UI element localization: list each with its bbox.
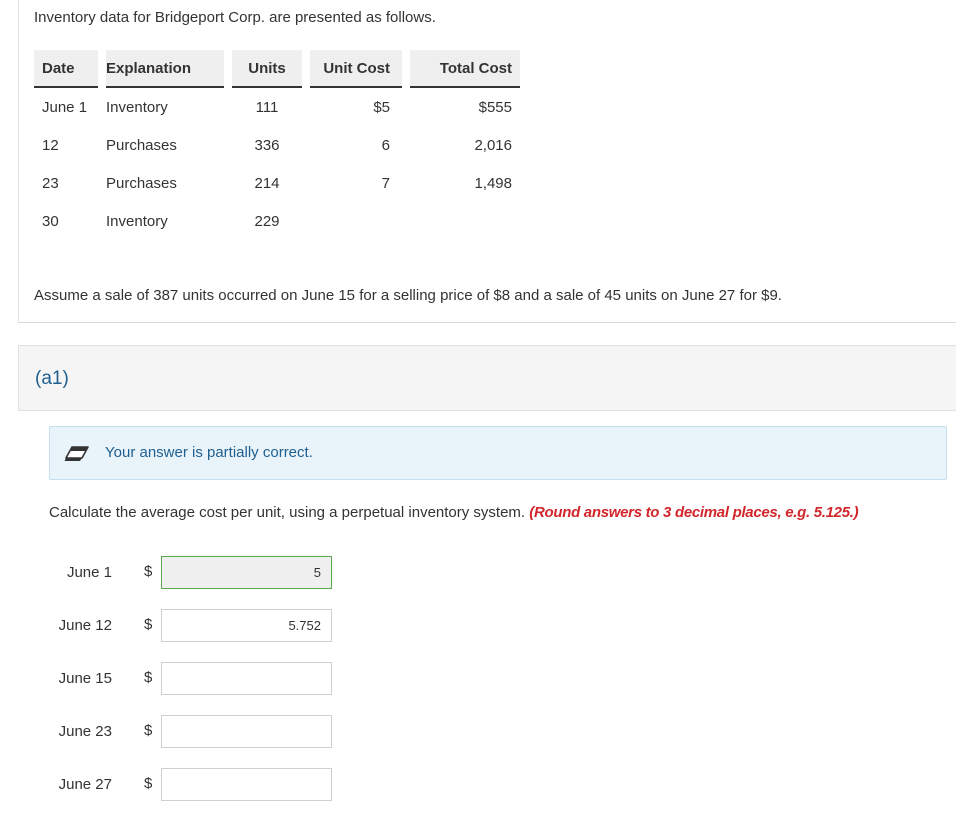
left-border (18, 0, 19, 322)
feedback-text: Your answer is partially correct. (105, 444, 313, 461)
cell-date: 12 (42, 136, 59, 154)
rounding-hint: (Round answers to 3 decimal places, e.g. 5.125.) (529, 504, 859, 521)
cell-explanation: Inventory (106, 212, 168, 230)
cell-units: 111 (255, 98, 279, 116)
answer-input-june-15[interactable] (161, 662, 332, 695)
currency-symbol: $ (144, 616, 153, 633)
cell-unit-cost: 7 (381, 174, 390, 192)
cell-unit-cost: 6 (381, 136, 390, 154)
cell-date: June 1 (42, 98, 88, 116)
cell-unit-cost: $5 (373, 98, 390, 116)
inventory-table (34, 50, 520, 240)
currency-symbol: $ (144, 563, 153, 580)
currency-symbol: $ (144, 722, 153, 739)
cell-units: 336 (254, 136, 280, 154)
table-row (34, 126, 520, 164)
intro-text: Inventory data for Bridgeport Corp. are presented as follows. (34, 9, 436, 26)
cell-explanation: Purchases (106, 136, 177, 154)
answer-label-june-23: June 23 (58, 723, 112, 740)
cell-total-cost: $555 (478, 98, 512, 116)
part-label: (a1) (35, 368, 69, 389)
table-header-row (34, 50, 520, 88)
currency-symbol: $ (144, 669, 153, 686)
assumption-text: Assume a sale of 387 units occurred on June 15 for a selling price of $8 and a sale of 45 units on June 27 for $9. (34, 287, 782, 304)
answer-label-june-27: June 27 (58, 776, 112, 793)
section-divider (18, 322, 956, 323)
header-date: Date (34, 50, 98, 88)
answer-input-june-23[interactable] (161, 715, 332, 748)
header-total-cost: Total Cost (410, 50, 520, 88)
answer-input-june-12[interactable] (161, 609, 332, 642)
header-explanation: Explanation (106, 50, 224, 88)
cell-explanation: Inventory (106, 98, 168, 116)
cell-total-cost: 2,016 (474, 136, 512, 154)
cell-explanation: Purchases (106, 174, 177, 192)
header-unit-cost: Unit Cost (310, 50, 402, 88)
table-row (34, 164, 520, 202)
question-text (49, 504, 858, 521)
answer-label-june-15: June 15 (58, 670, 112, 687)
currency-symbol: $ (144, 775, 153, 792)
table-row (34, 88, 520, 126)
cell-units: 214 (254, 174, 280, 192)
answer-label-june-1: June 1 (66, 564, 112, 581)
eraser-icon (64, 445, 90, 463)
header-units: Units (232, 50, 302, 88)
table-row (34, 202, 520, 240)
cell-date: 23 (42, 174, 59, 192)
answer-input-june-27[interactable] (161, 768, 332, 801)
cell-total-cost: 1,498 (474, 174, 512, 192)
cell-units: 229 (254, 212, 280, 230)
part-header (18, 345, 956, 411)
question-body: Calculate the average cost per unit, using a perpetual inventory system. (49, 504, 530, 521)
answer-input-june-1[interactable] (161, 556, 332, 589)
answer-label-june-12: June 12 (58, 617, 112, 634)
cell-unit-cost (310, 202, 402, 240)
cell-date: 30 (42, 212, 59, 230)
cell-total-cost (410, 202, 520, 240)
feedback-banner (49, 426, 947, 480)
